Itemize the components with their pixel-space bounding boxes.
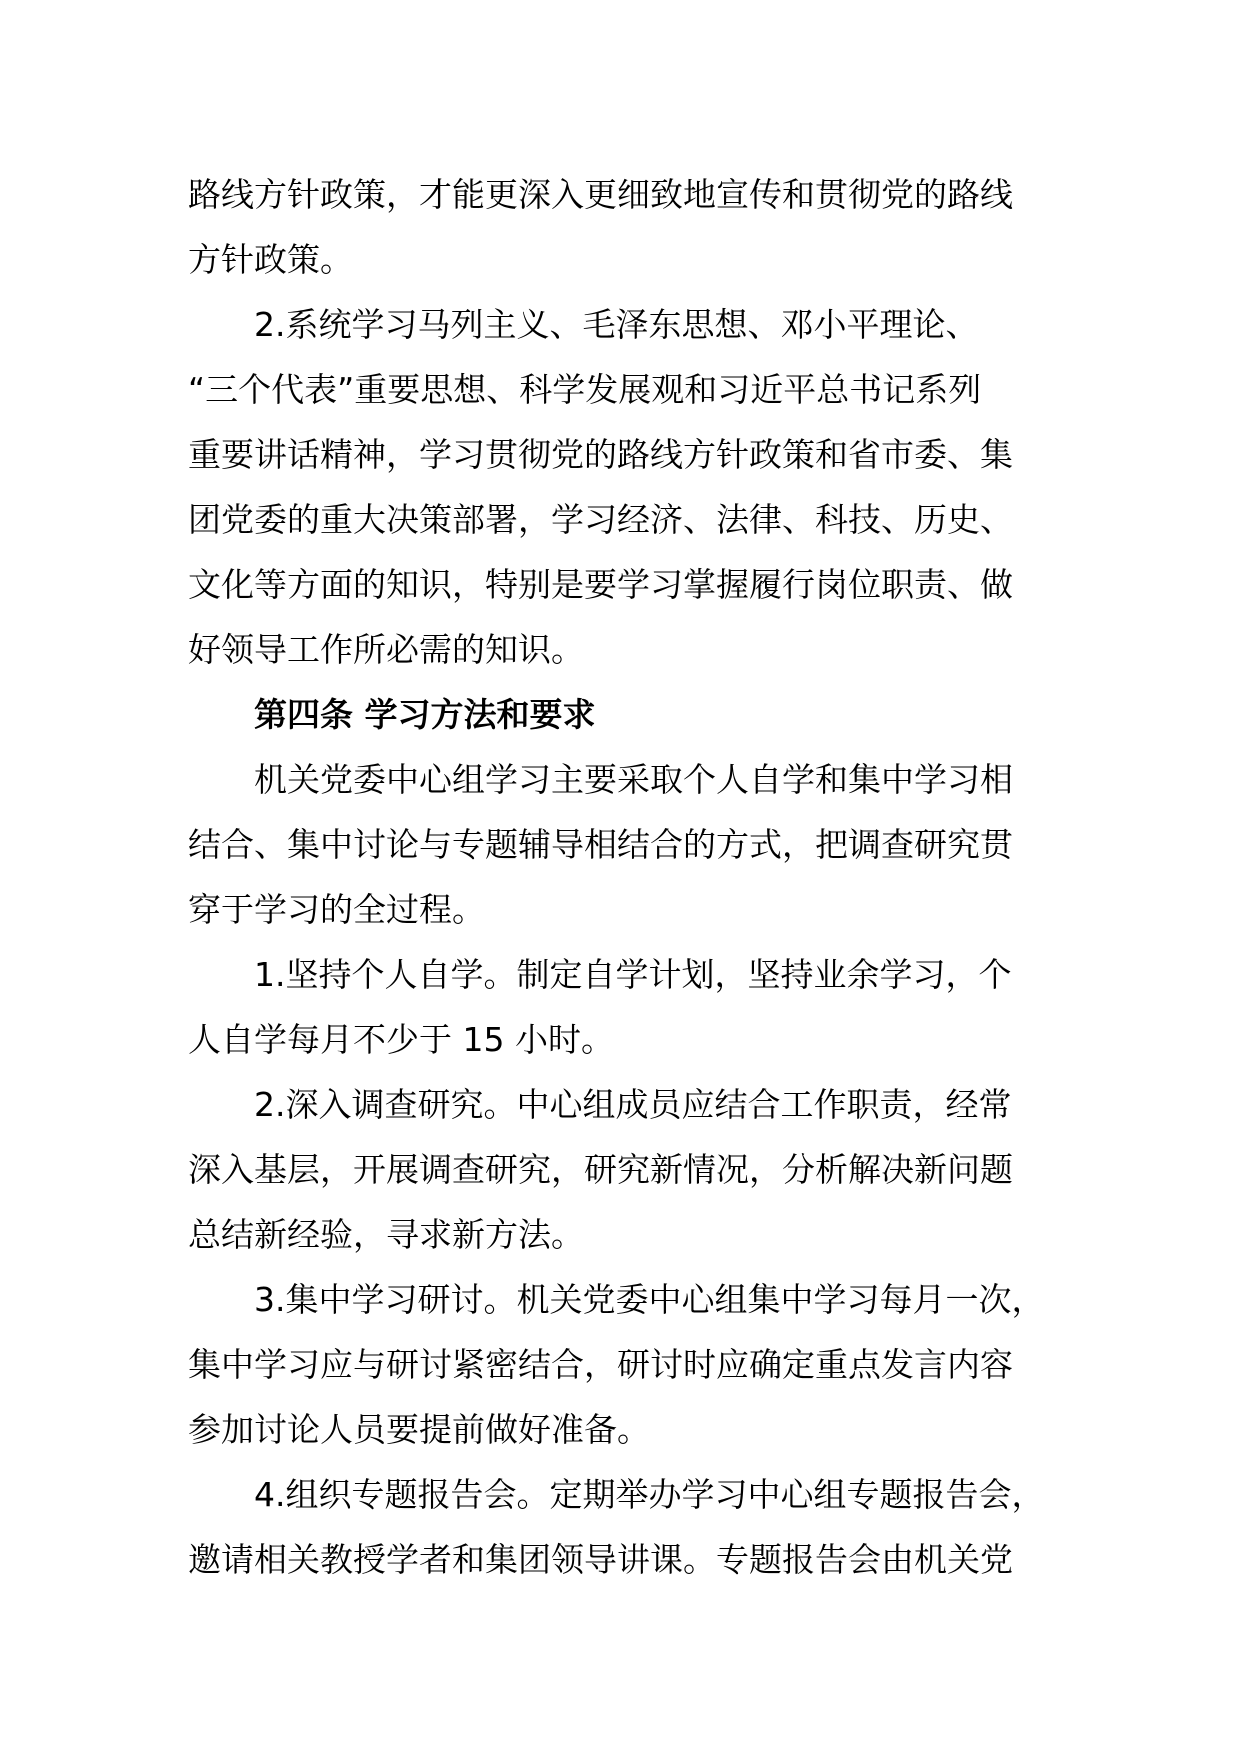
text-line: 集中学习应与研讨紧密结合，研讨时应确定重点发言内容: [188, 1345, 1013, 1384]
text-line: 结合、集中讨论与专题辅导相结合的方式，把调查研究贯: [188, 825, 1013, 864]
text-line: 参加讨论人员要提前做好准备。: [188, 1410, 650, 1449]
text-line: 人自学每月不少于 15 小时。: [188, 1020, 614, 1059]
list-item-line: 3.集中学习研讨。机关党委中心组集中学习每月一次，: [254, 1280, 1045, 1319]
text-line: 文化等方面的知识，特别是要学习掌握履行岗位职责、做: [188, 565, 1013, 604]
list-item-line: 1.坚持个人自学。制定自学计划，坚持业余学习，个: [254, 955, 1012, 994]
text-line: 穿于学习的全过程。: [188, 890, 485, 929]
text-line: “三个代表”重要思想、科学发展观和习近平总书记系列: [188, 370, 982, 409]
text-line: 重要讲话精神，学习贯彻党的路线方针政策和省市委、集: [188, 435, 1013, 474]
section-heading: 第四条 学习方法和要求: [254, 695, 596, 734]
text-line: 好领导工作所必需的知识。: [188, 630, 584, 669]
text-line: 团党委的重大决策部署，学习经济、法律、科技、历史、: [188, 500, 1013, 539]
text-line: 总结新经验，寻求新方法。: [188, 1215, 584, 1254]
list-item-line: 2.系统学习马列主义、毛泽东思想、邓小平理论、: [254, 305, 979, 344]
text-line: 路线方针政策，才能更深入更细致地宣传和贯彻党的路线: [188, 175, 1013, 214]
list-item-line: 4.组织专题报告会。定期举办学习中心组专题报告会，: [254, 1475, 1045, 1514]
text-line: 方针政策。: [188, 240, 353, 279]
text-line: 邀请相关教授学者和集团领导讲课。专题报告会由机关党: [188, 1540, 1013, 1579]
list-item-line: 2.深入调查研究。中心组成员应结合工作职责，经常: [254, 1085, 1012, 1124]
text-line: 深入基层，开展调查研究，研究新情况，分析解决新问题: [188, 1150, 1013, 1189]
paragraph-start-line: 机关党委中心组学习主要采取个人自学和集中学习相: [254, 760, 1013, 799]
document-body: [188, 162, 1088, 1592]
